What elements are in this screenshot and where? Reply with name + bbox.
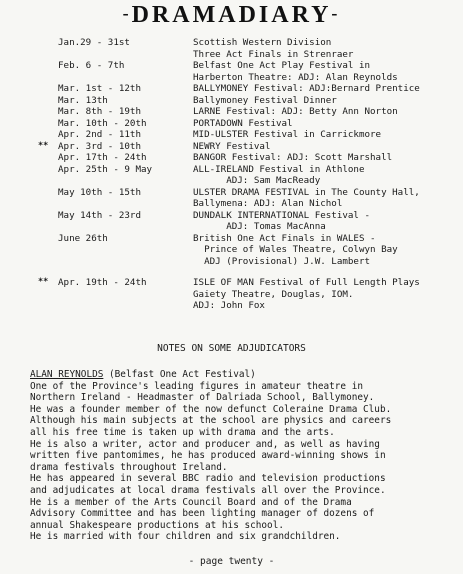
diary-date: Apr. 19th - 24th xyxy=(58,277,147,288)
diary-event: LARNE Festival: ADJ: Betty Ann Norton xyxy=(193,106,398,117)
diary-row xyxy=(38,233,458,245)
diary-row xyxy=(38,141,458,153)
highlight-marker: ** xyxy=(38,277,49,287)
profile-line: He is married with four children and six grandchildren. xyxy=(30,531,341,543)
profile-line: He is a member of the Arts Council Board and of the Drama xyxy=(30,496,352,508)
diary-row xyxy=(38,49,458,61)
profile-line: annual Shakespeare productions at his school. xyxy=(30,519,284,531)
diary-event: MID-ULSTER Festival in Carrickmore xyxy=(193,129,382,140)
highlight-marker xyxy=(38,187,58,199)
diary-event: ADJ: Tomas MacAnna xyxy=(193,221,326,232)
diary-event: ISLE OF MAN Festival of Full Length Plays xyxy=(193,277,420,288)
diary-date xyxy=(58,256,193,268)
diary-event: BANGOR Festival: ADJ: Scott Marshall xyxy=(193,152,393,163)
highlight-marker xyxy=(38,152,58,164)
diary-date: Jan.29 - 31st xyxy=(58,37,130,48)
highlight-marker xyxy=(38,106,58,118)
diary-event: ADJ: Sam MacReady xyxy=(193,175,321,186)
highlight-marker xyxy=(38,175,58,187)
highlight-marker xyxy=(38,164,58,176)
highlight-marker xyxy=(38,244,58,256)
diary-event: DUNDALK INTERNATIONAL Festival - xyxy=(193,209,371,221)
notes-section-title: NOTES ON SOME ADJUDICATORS xyxy=(157,343,306,354)
highlight-marker xyxy=(38,37,58,49)
diary-row xyxy=(38,277,458,289)
diary-event: ADJ: John Fox xyxy=(193,300,265,311)
diary-date xyxy=(58,300,193,312)
diary-row xyxy=(38,106,458,118)
highlight-marker xyxy=(38,95,58,107)
masthead-decoration-left: - xyxy=(122,3,132,23)
diary-list xyxy=(38,37,458,312)
profile-line: Advisory Committee and has been lighting manager of dozens of xyxy=(30,508,375,520)
profile-line: all his free time is taken up with drama and the arts. xyxy=(30,426,335,438)
diary-event: British One Act Finals in WALES - xyxy=(193,232,376,244)
diary-date xyxy=(58,289,193,301)
profile-line: and adjudicates at local drama festivals all over the Province. xyxy=(30,484,386,496)
diary-event: ADJ (Provisional) J.W. Lambert xyxy=(193,255,371,267)
profile-heading xyxy=(30,369,460,381)
diary-date: Apr. 17th - 24th xyxy=(58,152,147,163)
diary-date: Mar. 10th - 20th xyxy=(58,117,147,129)
highlight-marker xyxy=(38,221,58,233)
diary-row xyxy=(38,37,458,49)
masthead-title xyxy=(0,0,463,26)
adjudicator-name: ALAN REYNOLDS xyxy=(30,369,104,380)
highlight-marker xyxy=(38,256,58,268)
highlight-marker xyxy=(38,210,58,222)
diary-row xyxy=(38,72,458,84)
profile-line: He was a founder member of the now defunct Coleraine Drama Club. xyxy=(30,403,392,415)
diary-event: NEWRY Festival xyxy=(193,140,271,152)
diary-event: Ballymoney Festival Dinner xyxy=(193,94,337,106)
page-number: - page twenty - xyxy=(188,556,275,567)
diary-row xyxy=(38,95,458,107)
diary-date: June 26th xyxy=(58,232,108,244)
diary-date xyxy=(58,72,193,84)
diary-date: Apr. 3rd - 10th xyxy=(58,140,141,152)
highlight-marker xyxy=(38,83,58,95)
highlight-marker xyxy=(38,198,58,210)
diary-row xyxy=(38,210,458,222)
diary-row xyxy=(38,221,458,233)
diary-date: Mar. 8th - 19th xyxy=(58,106,141,117)
diary-event: Belfast One Act Play Festival in xyxy=(193,60,371,71)
profile-line: One of the Province's leading figures in amateur theatre in xyxy=(30,380,364,392)
diary-row xyxy=(38,60,458,72)
diary-row xyxy=(38,300,458,312)
profile-line: He has appeared in several BBC radio and television productions xyxy=(30,473,386,485)
diary-row xyxy=(38,118,458,130)
diary-row xyxy=(38,83,458,95)
highlight-marker: ** xyxy=(38,140,49,151)
diary-date: May 10th - 15th xyxy=(58,186,141,198)
diary-row xyxy=(38,244,458,256)
diary-event: ULSTER DRAMA FESTIVAL in The County Hall, xyxy=(193,186,420,198)
diary-event: Gaiety Theatre, Douglas, IOM. xyxy=(193,288,354,300)
diary-event: Ballymena: ADJ: Alan Nichol xyxy=(193,198,343,209)
diary-date xyxy=(58,221,193,233)
diary-row xyxy=(38,187,458,199)
profile-line: drama festivals throughout Ireland. xyxy=(30,461,228,473)
diary-date: Apr. 25th - 9 May xyxy=(58,163,153,175)
profile-line: written five pantomimes, he has produced award-winning shows in xyxy=(30,450,386,462)
profile-line: Although his main subjects at the school are physics and careers xyxy=(30,415,392,427)
profile-line: Northern Ireland - Headmaster of Dalriada School, Ballymoney. xyxy=(30,392,375,404)
highlight-marker xyxy=(38,60,58,72)
profile-body xyxy=(30,381,460,543)
diary-date: Mar. 13th xyxy=(58,94,108,106)
profile-line: He is also a writer, actor and producer and, as well as having xyxy=(30,438,380,450)
diary-event: ALL-IRELAND Festival in Athlone xyxy=(193,163,365,175)
diary-date xyxy=(58,198,193,210)
adjudicator-festival: (Belfast One Act Festival) xyxy=(103,369,256,380)
diary-date: Mar. 1st - 12th xyxy=(58,83,141,94)
diary-row xyxy=(38,164,458,176)
masthead-decoration-right: - xyxy=(331,3,341,23)
diary-date xyxy=(58,244,193,256)
masthead-text: DRAMADIARY xyxy=(131,2,332,28)
highlight-marker xyxy=(38,118,58,130)
diary-event: Three Act Finals in Strenraer xyxy=(193,48,354,60)
highlight-marker xyxy=(38,233,58,245)
highlight-marker xyxy=(38,300,58,312)
diary-row xyxy=(38,152,458,164)
diary-date: Feb. 6 - 7th xyxy=(58,60,125,71)
diary-event: Harberton Theatre: ADJ: Alan Reynolds xyxy=(193,71,398,83)
diary-date xyxy=(58,175,193,187)
diary-event: Scottish Western Division xyxy=(193,37,332,48)
diary-row xyxy=(38,256,458,268)
diary-date: Apr. 2nd - 11th xyxy=(58,129,141,140)
diary-event: Prince of Wales Theatre, Colwyn Bay xyxy=(193,244,398,255)
diary-date xyxy=(58,49,193,61)
diary-event: BALLYMONEY Festival: ADJ:Bernard Prentice xyxy=(193,83,420,94)
highlight-marker xyxy=(38,72,58,84)
diary-row xyxy=(38,198,458,210)
diary-row xyxy=(38,289,458,301)
diary-date: May 14th - 23rd xyxy=(58,209,141,221)
diary-row xyxy=(38,129,458,141)
highlight-marker xyxy=(38,49,58,61)
diary-event: PORTADOWN Festival xyxy=(193,117,293,129)
adjudicator-profile xyxy=(30,369,460,543)
highlight-marker xyxy=(38,289,58,301)
highlight-marker xyxy=(38,129,58,141)
diary-row xyxy=(38,175,458,187)
